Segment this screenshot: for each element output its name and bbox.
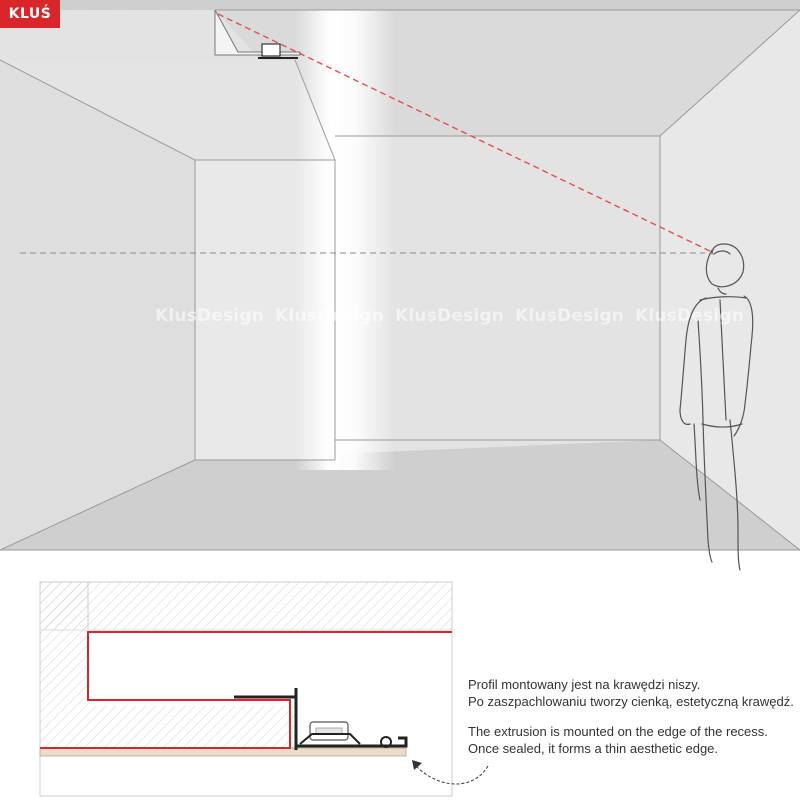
detail-panel — [40, 582, 452, 796]
watermark-4: KlusDesign — [515, 306, 625, 326]
caption-pl-line-2: Po zaszpachlowaniu tworzy cienką, estetyczną krawędź. — [468, 694, 794, 709]
caption-en-line-2: Once sealed, it forms a thin aesthetic edge. — [468, 741, 719, 756]
watermark-5: KlusDesign — [635, 306, 745, 326]
watermark-2: KlusDesign — [275, 306, 385, 326]
watermark-3: KlusDesign — [395, 306, 505, 326]
watermark-1: KlusDesign — [155, 306, 265, 326]
caption-en-line-1: The extrusion is mounted on the edge of the recess. — [468, 724, 768, 739]
light-glow — [295, 10, 395, 470]
brand-logo: KLUŚ — [0, 0, 60, 28]
caption-pl-line-1: Profil montowany jest na krawędzi niszy. — [468, 677, 701, 692]
